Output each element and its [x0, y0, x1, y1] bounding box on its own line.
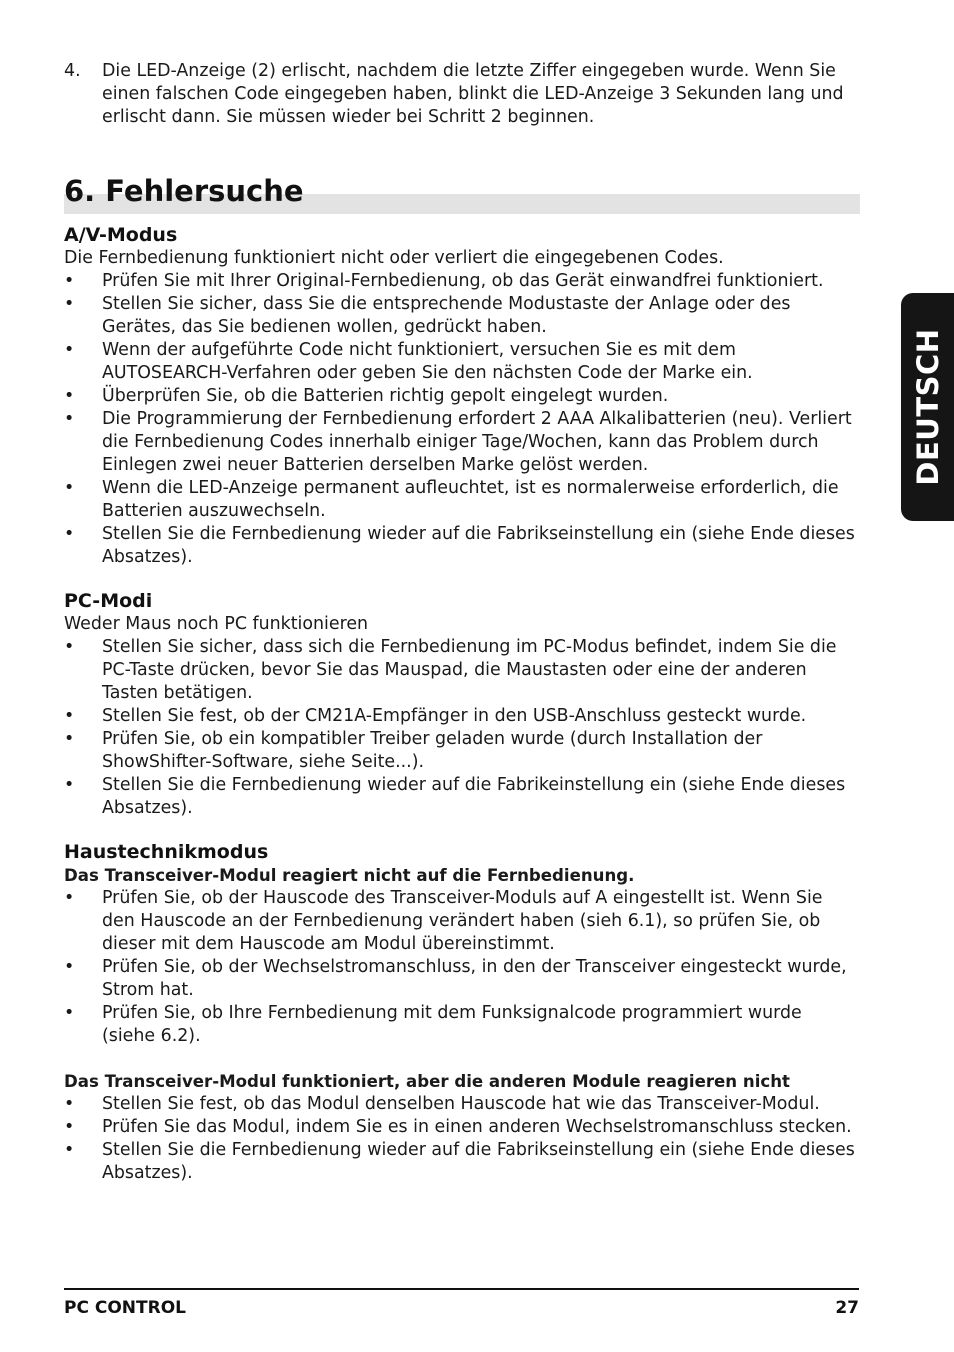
bullet-icon: •	[64, 706, 75, 726]
footer-title: PC CONTROL	[64, 1298, 186, 1318]
heading-pc-modi: PC-Modi	[64, 590, 153, 612]
av-intro: Die Fernbedienung funktioniert nicht oder verliert die eingegebenen Codes.	[64, 248, 724, 268]
list-item: • Prüfen Sie, ob Ihre Fernbedienung mit dem Funksignalcode programmiert wurde (siehe 6.2).	[64, 1003, 802, 1046]
footer-divider	[64, 1288, 859, 1290]
list-item: • Wenn der aufgeführte Code nicht funktioniert, versuchen Sie es mit dem AUTOSEARCH-Verfahren oder geben Sie den nächsten Code der Marke ein.	[64, 340, 753, 383]
haus-subheading-1: Das Transceiver-Modul reagiert nicht auf die Fernbedienung.	[64, 866, 635, 885]
list-item: • Prüfen Sie, ob der Wechselstromanschluss, in den der Transceiver eingesteckt wurde, Strom hat.	[64, 957, 847, 1000]
list-item: • Prüfen Sie, ob ein kompatibler Treiber geladen wurde (durch Installation der ShowShifter-Software, siehe Seite...).	[64, 729, 763, 772]
list-item: • Prüfen Sie das Modul, indem Sie es in einen anderen Wechselstromanschluss stecken.	[64, 1117, 852, 1137]
bullet-icon: •	[64, 478, 75, 498]
haus-list-2	[64, 1093, 860, 1185]
list-item: • Stellen Sie die Fernbedienung wieder auf die Fabrikseinstellung ein (siehe Ende dieses Absatzes).	[64, 524, 855, 567]
list-item: • Stellen Sie sicher, dass Sie die entsprechende Modustaste der Anlage oder des Gerätes, das Sie bedienen wollen, gedrückt haben.	[64, 294, 791, 337]
list-item: • Stellen Sie fest, ob der CM21A-Empfänger in den USB-Anschluss gesteckt wurde.	[64, 706, 807, 726]
bullet-icon: •	[64, 340, 75, 360]
pc-list	[64, 636, 860, 820]
list-item: • Stellen Sie die Fernbedienung wieder auf die Fabrikeinstellung ein (siehe Ende dieses Absatzes).	[64, 775, 846, 818]
list-item: • Prüfen Sie mit Ihrer Original-Fernbedienung, ob das Gerät einwandfrei funktioniert.	[64, 271, 824, 291]
bullet-icon: •	[64, 775, 75, 795]
section-heading	[64, 171, 860, 207]
numbered-step	[64, 60, 860, 129]
bullet-icon: •	[64, 1094, 75, 1114]
bullet-icon: •	[64, 888, 75, 908]
bullet-icon: •	[64, 637, 75, 657]
step-number: 4.	[64, 61, 81, 81]
page-content	[64, 60, 860, 1185]
bullet-icon: •	[64, 524, 75, 544]
list-item: • Stellen Sie die Fernbedienung wieder auf die Fabrikseinstellung ein (siehe Ende dieses Absatzes).	[64, 1140, 855, 1183]
bullet-icon: •	[64, 409, 75, 429]
av-list-2	[64, 385, 860, 569]
bullet-icon: •	[64, 957, 75, 977]
bullet-icon: •	[64, 1140, 75, 1160]
section-title: 6. Fehlersuche	[64, 174, 304, 208]
page-number: 27	[835, 1298, 859, 1318]
list-item: • Die Programmierung der Fernbedienung erfordert 2 AAA Alkalibatterien (neu). Verliert die Fernbedienung Codes innerhalb einiger Tage/Wochen, kann das Problem durch Einlegen zwei neuer Batterien derselben Marke gelöst werden.	[64, 409, 852, 475]
haus-subheading-2: Das Transceiver-Modul funktioniert, aber die anderen Module reagieren nicht	[64, 1072, 790, 1091]
av-list-1	[64, 270, 860, 385]
list-item: • Stellen Sie fest, ob das Modul denselben Hauscode hat wie das Transceiver-Modul.	[64, 1094, 820, 1114]
pc-intro: Weder Maus noch PC funktionieren	[64, 614, 369, 634]
list-item: • Prüfen Sie, ob der Hauscode des Transceiver-Moduls auf A eingestellt ist. Wenn Sie den Hauscode an der Fernbedienung verändert haben (sieh 6.1), so prüfen Sie, ob dieser mit dem Hauscode am Modul übereinstimmt.	[64, 888, 823, 954]
language-tab	[901, 293, 954, 521]
bullet-icon: •	[64, 271, 75, 291]
list-item: • Überprüfen Sie, ob die Batterien richtig gepolt eingelegt wurden.	[64, 386, 669, 406]
bullet-icon: •	[64, 294, 75, 314]
bullet-icon: •	[64, 1003, 75, 1023]
bullet-icon: •	[64, 386, 75, 406]
step-text: Die LED-Anzeige (2) erlischt, nachdem die letzte Ziffer eingegeben wurde. Wenn Sie einen falschen Code eingegeben haben, blinkt die LED-Anzeige 3 Sekunden lang und erlischt dann. Sie müssen wieder bei Schritt 2 beginnen.	[102, 61, 844, 127]
list-item: • Stellen Sie sicher, dass sich die Fernbedienung im PC-Modus befindet, indem Sie die PC-Taste drücken, bevor Sie das Mauspad, die Maustasten oder eine der anderen Tasten betätigen.	[64, 637, 837, 703]
language-tab-label: DEUTSCH	[910, 328, 945, 486]
bullet-icon: •	[64, 1117, 75, 1137]
list-item: • Wenn die LED-Anzeige permanent aufleuchtet, ist es normalerweise erforderlich, die Batterien auszuwechseln.	[64, 478, 839, 521]
haus-list-1	[64, 887, 860, 1048]
heading-haustechnikmodus: Haustechnikmodus	[64, 841, 269, 863]
bullet-icon: •	[64, 729, 75, 749]
heading-av-modus: A/V-Modus	[64, 224, 178, 246]
